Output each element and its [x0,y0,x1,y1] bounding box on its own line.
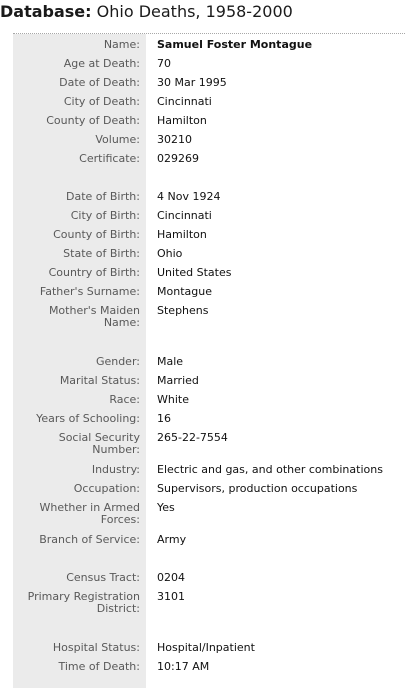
label-age-at-death: Age at Death: [63,57,140,70]
value-census-tract: 0204 [157,571,185,584]
value-primary-registration-district: 3101 [157,590,185,603]
label-prd-line1: Primary Registration [27,590,140,603]
label-city-of-birth: City of Birth: [70,209,140,222]
value-date-of-birth: 4 Nov 1924 [157,190,221,203]
label-city-of-death: City of Death: [63,95,140,108]
label-name: Name: [103,38,140,51]
value-time-of-death: 10:17 AM [157,660,210,673]
label-county-of-death: County of Death: [46,114,140,127]
label-industry: Industry: [91,463,140,476]
label-date-of-death: Date of Death: [59,76,140,89]
label-ssn-line1: Social Security [58,431,140,444]
label-branch-of-service: Branch of Service: [39,533,140,546]
value-hospital-status: Hospital/Inpatient [157,641,255,654]
label-race: Race: [109,393,140,406]
value-certificate: 029269 [157,152,199,165]
value-state-of-birth: Ohio [157,247,183,260]
value-age-at-death: 70 [157,57,171,70]
label-hospital-status: Hospital Status: [52,641,140,654]
label-census-tract: Census Tract: [66,571,140,584]
database-name: Ohio Deaths, 1958-2000 [96,2,293,21]
label-armed-forces [13,502,140,526]
value-country-of-birth: United States [157,266,232,279]
value-occupation: Supervisors, production occupations [157,482,358,495]
label-marital-status: Marital Status: [59,374,140,387]
value-county-of-birth: Hamilton [157,228,207,241]
label-armed-forces-line2: Forces: [100,513,140,526]
value-industry: Electric and gas, and other combinations [157,463,383,476]
value-date-of-death: 30 Mar 1995 [157,76,227,89]
label-primary-registration-district [13,591,140,615]
label-mothers-maiden-name-line2: Name: [103,316,140,329]
label-state-of-birth: State of Birth: [63,247,140,260]
label-fathers-surname: Father's Surname: [39,285,140,298]
value-marital-status: Married [157,374,199,387]
value-mothers-maiden-name: Stephens [157,304,209,317]
value-years-of-schooling: 16 [157,412,171,425]
label-certificate: Certificate: [79,152,140,165]
label-county-of-birth: County of Birth: [53,228,140,241]
label-armed-forces-line1: Whether in Armed [39,501,140,514]
record-table [13,34,405,688]
value-gender: Male [157,355,184,368]
label-country-of-birth: Country of Birth: [48,266,140,279]
label-volume: Volume: [95,133,140,146]
label-occupation: Occupation: [73,482,140,495]
value-race: White [157,393,189,406]
database-title [0,0,293,28]
label-gender: Gender: [95,355,140,368]
label-date-of-birth: Date of Birth: [65,190,140,203]
value-city-of-death: Cincinnati [157,95,212,108]
label-prd-line2: District: [96,602,140,615]
label-ssn-line2: Number: [92,443,140,456]
value-armed-forces: Yes [157,501,175,514]
value-volume: 30210 [157,133,192,146]
value-social-security-number: 265-22-7554 [157,431,228,444]
value-fathers-surname: Montague [157,285,212,298]
label-mothers-maiden-name [13,305,140,329]
value-city-of-birth: Cincinnati [157,209,212,222]
label-social-security-number [13,432,140,456]
value-county-of-death: Hamilton [157,114,207,127]
value-branch-of-service: Army [157,533,187,546]
value-name: Samuel Foster Montague [157,38,313,51]
label-time-of-death: Time of Death: [58,660,140,673]
database-label: Database: [0,2,92,21]
label-mothers-maiden-name-line1: Mother's Maiden [48,304,140,317]
label-years-of-schooling: Years of Schooling: [36,412,140,425]
